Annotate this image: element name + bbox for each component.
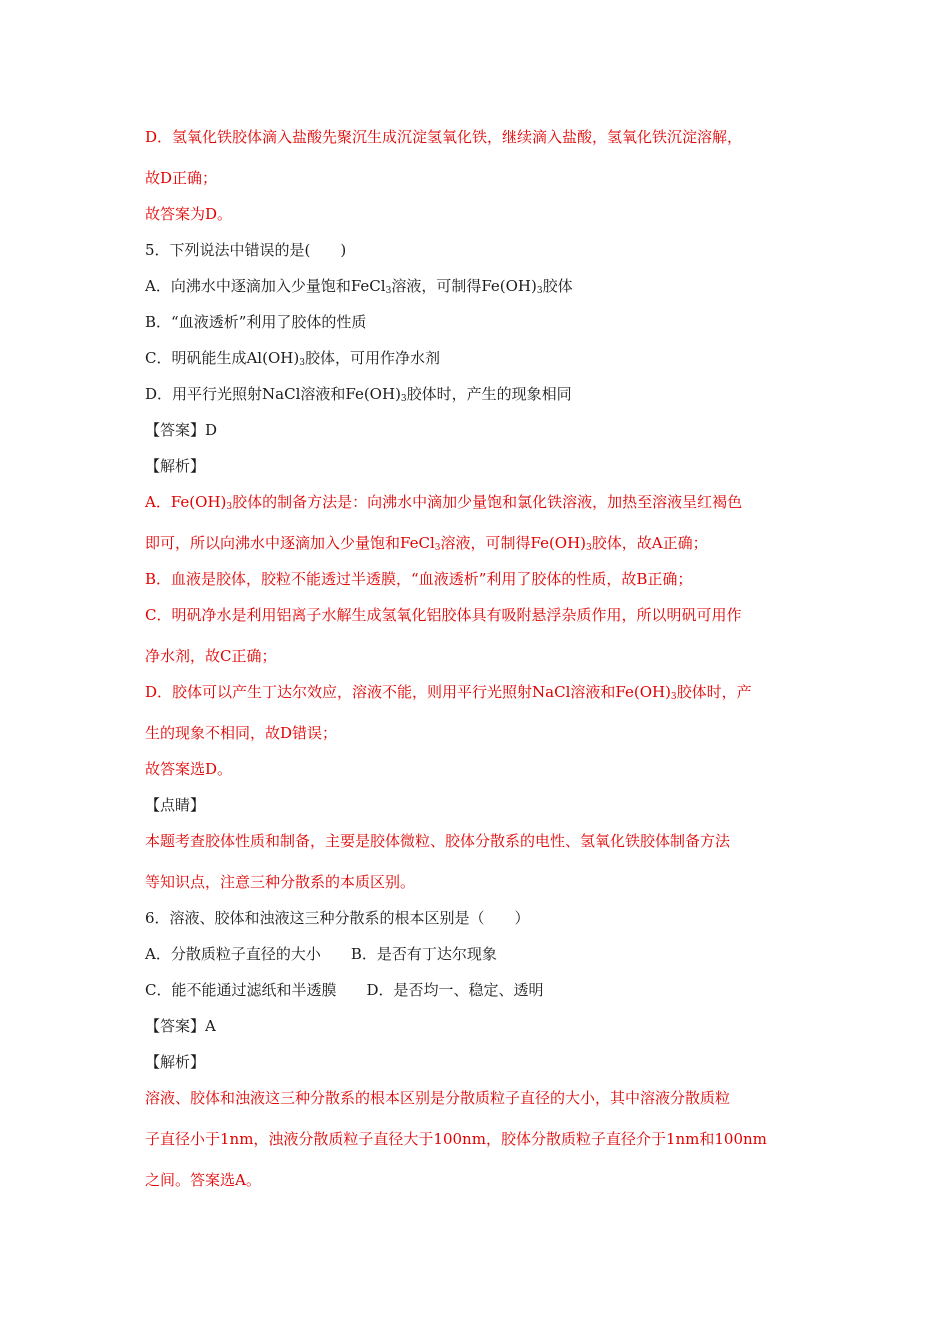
question-5-analysis-heading: 【解析】	[145, 457, 206, 475]
analysis-b: B．血液是胶体，胶粒不能透过半透膜，“血液透析”利用了胶体的性质，故B正确；	[145, 570, 693, 588]
key-point-line1: 本题考查胶体性质和制备，主要是胶体微粒、胶体分散系的电性、氢氧化铁胶体制备方法	[145, 832, 731, 850]
question-5-option-a: A．向沸水中逐滴加入少量饱和FeCl$_3$溶液，可制得$Fe(OH)_3$胶体	[145, 277, 573, 296]
question-5-answer: 【答案】D	[145, 421, 218, 439]
analysis-c-line2: 净水剂，故C正确；	[145, 647, 277, 665]
q6-analysis-line3: 之间。答案选A。	[145, 1171, 261, 1189]
question-5-option-c: C．明矾能生成$Al(OH)_3$胶体，可用作净水剂	[145, 349, 440, 368]
question-6-options-cd: C．能不能通过滤纸和半透膜 D．是否均一、稳定、透明	[145, 981, 544, 999]
question-6-analysis-heading: 【解析】	[145, 1053, 206, 1071]
key-point-heading: 【点睛】	[145, 796, 206, 814]
key-point-line2: 等知识点，注意三种分散系的本质区别。	[145, 873, 416, 891]
question-5-option-d: D．用平行光照射NaCl溶液和$Fe(OH)_3$胶体时，产生的现象相同	[145, 385, 572, 404]
analysis-a-line1: A．$Fe(OH)_3$胶体的制备方法是：向沸水中滴加少量饱和氯化铁溶液，加热至溶液呈红褐色	[145, 493, 743, 512]
question-6-options-ab: A．分散质粒子直径的大小 B．是否有丁达尔现象	[145, 945, 497, 963]
q6-analysis-line1: 溶液、胶体和浊液这三种分散系的根本区别是分散质粒子直径的大小，其中溶液分散质粒	[145, 1089, 731, 1107]
explanation-d-line1: D．氢氧化铁胶体滴入盐酸先聚沉生成沉淀氢氧化铁，继续滴入盐酸，氢氧化铁沉淀溶解，	[145, 128, 743, 146]
analysis-d-line1: D．胶体可以产生丁达尔效应，溶液不能，则用平行光照射NaCl溶液和$Fe(OH)_3$胶体时，产	[145, 683, 752, 702]
question-6-stem: 6．溶液、胶体和浊液这三种分散系的根本区别是（ ）	[145, 909, 530, 927]
analysis-conclusion: 故答案选D。	[145, 760, 233, 778]
analysis-d-line2: 生的现象不相同，故D错误；	[145, 724, 338, 742]
explanation-d-line2: 故D正确；	[145, 169, 218, 187]
answer-conclusion: 故答案为D。	[145, 205, 233, 223]
analysis-a-line2: 即可，所以向沸水中逐滴加入少量饱和FeCl$_3$溶液，可制得$Fe(OH)_3$胶体，故A正确；	[145, 534, 708, 553]
question-6-answer: 【答案】A	[145, 1017, 216, 1035]
analysis-c-line1: C．明矾净水是利用铝离子水解生成氢氧化铝胶体具有吸附悬浮杂质作用，所以明矾可用作	[145, 606, 742, 624]
question-5-option-b: B．“血液透析”利用了胶体的性质	[145, 313, 367, 331]
question-5-stem: 5．下列说法中错误的是( )	[145, 241, 347, 259]
q6-analysis-line2: 子直径小于1nm，浊液分散质粒子直径大于100nm，胶体分散质粒子直径介于1nm和100nm	[145, 1130, 767, 1148]
